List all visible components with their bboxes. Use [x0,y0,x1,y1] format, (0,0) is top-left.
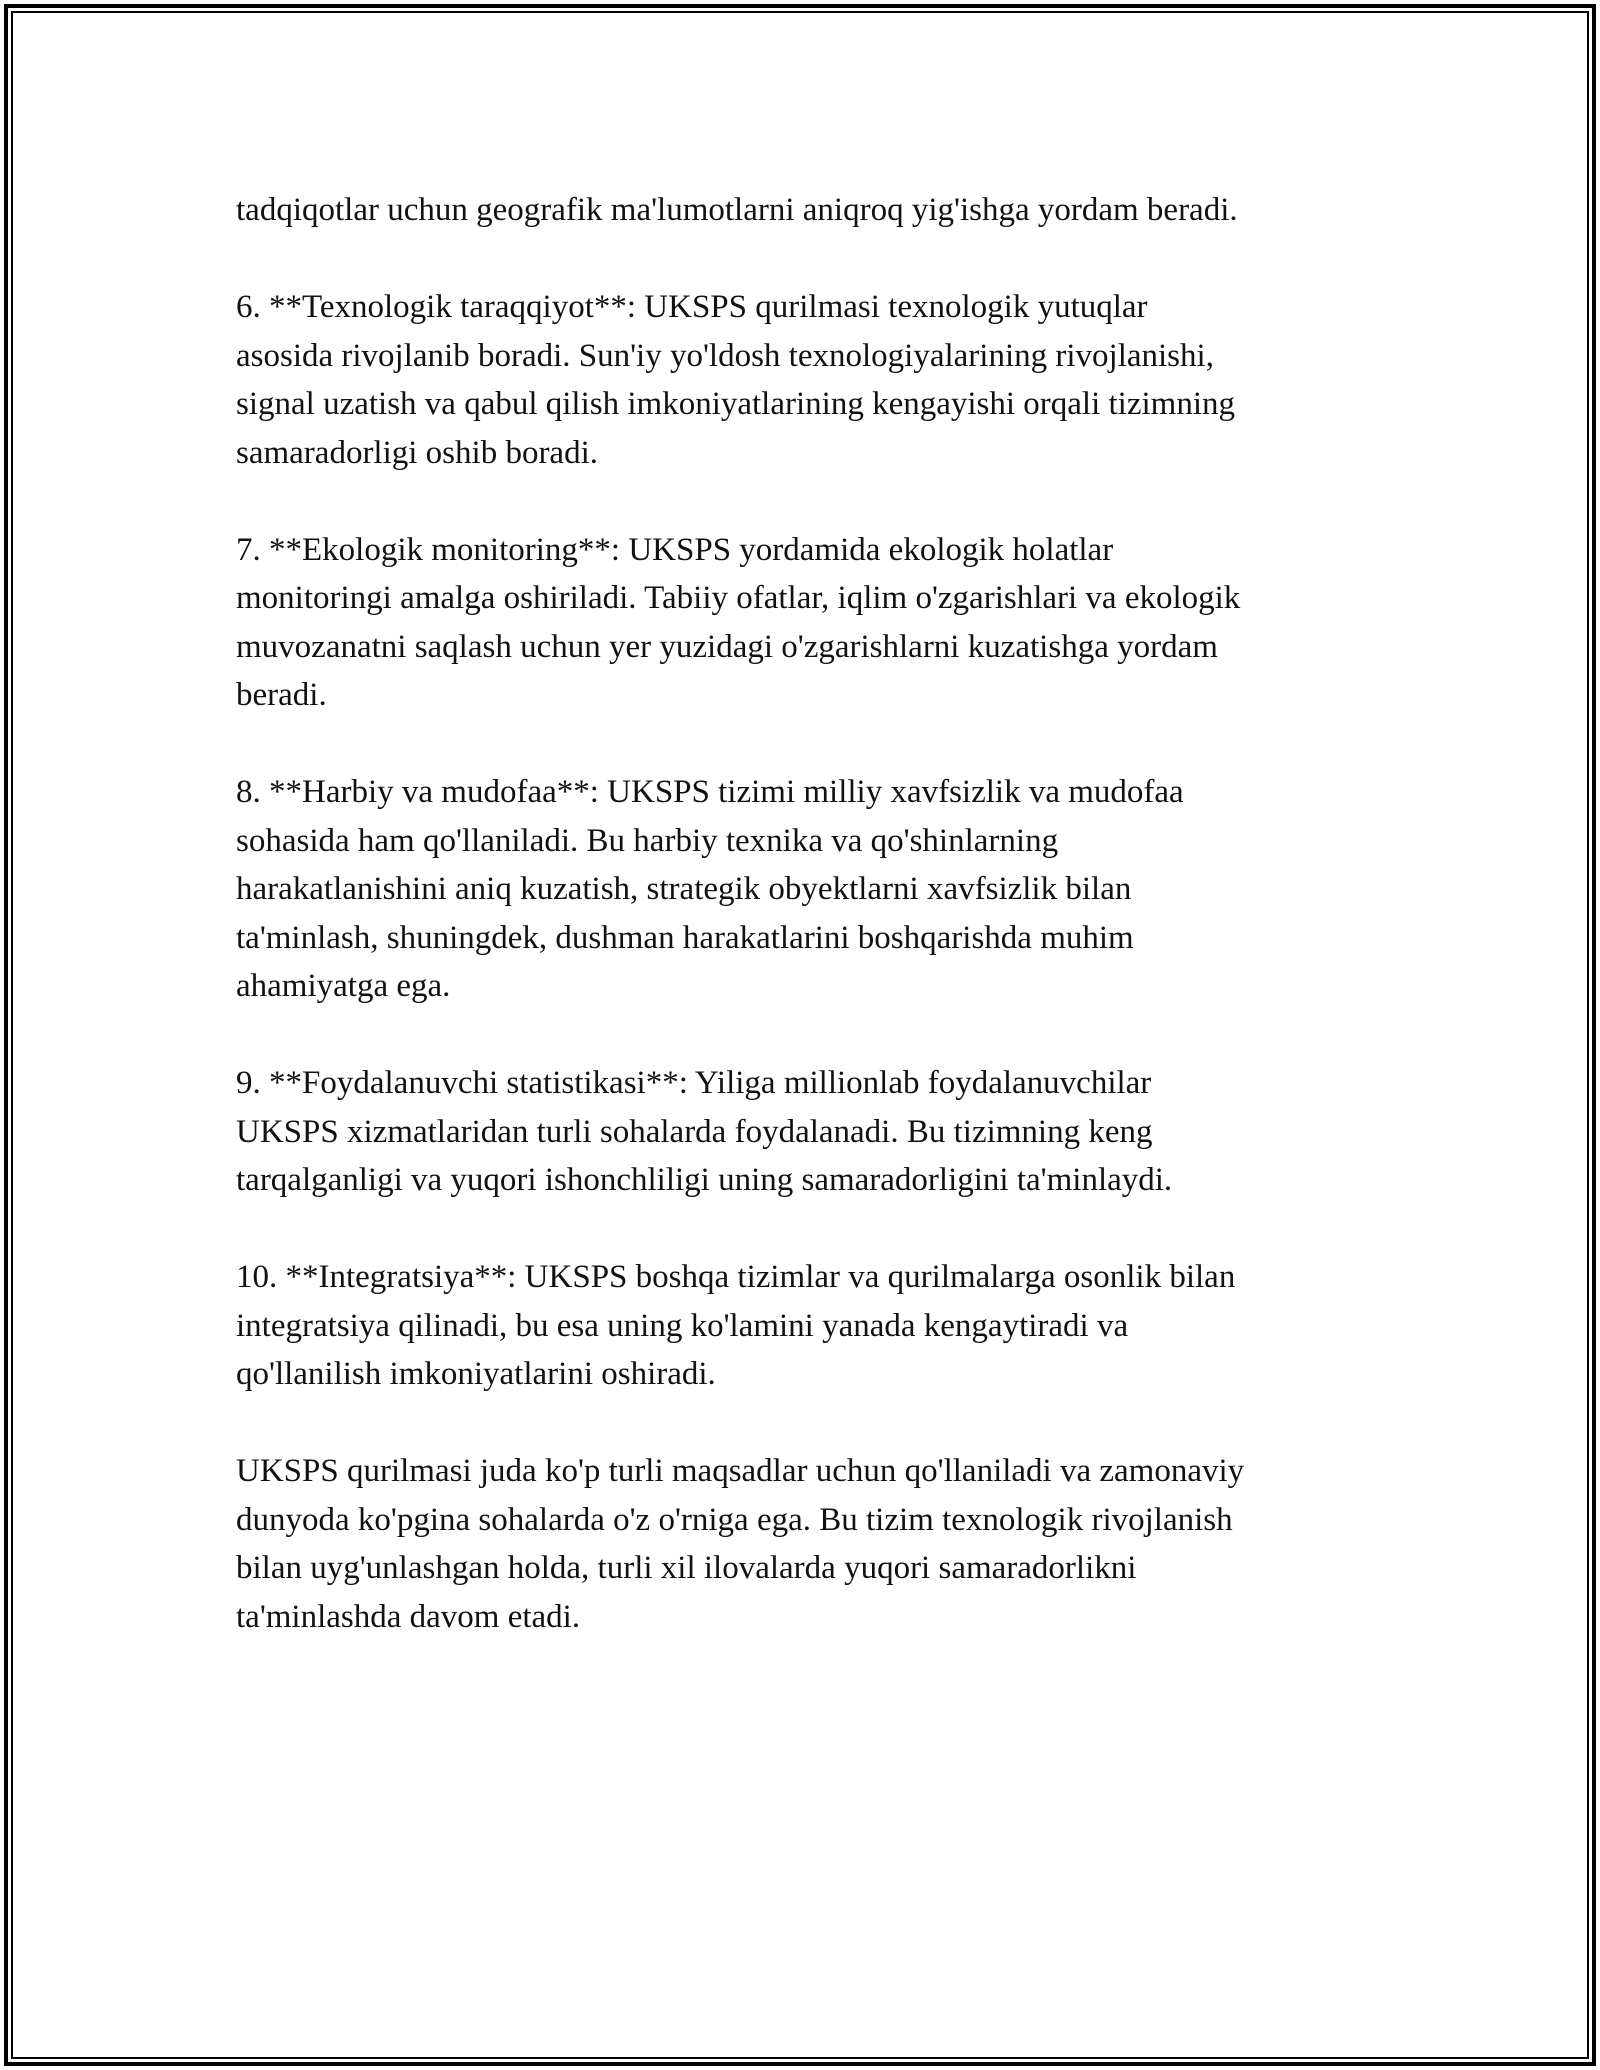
paragraph-item-9-foydalanuvchi-statistikasi: 9. **Foydalanuvchi statistikasi**: Yiliga millionlab foydalanuvchilar UKSPS xizmatlaridan turli sohalarda foydalanadi. Bu tizimning keng tarqalganligi va yuqori ishonchliligi uning samaradorligini ta'minlaydi. [236,1065,1173,1198]
paragraph-item-7-ekologik-monitoring: 7. **Ekologik monitoring**: UKSPS yordamida ekologik holatlar monitoringi amalga oshiriladi. Tabiiy ofatlar, iqlim o'zgarishlari va ekologik muvozanatni saqlash uchun yer yuzidagi o'zgarishlarni kuzatishga yordam beradi. [236,531,1241,713]
paragraph-item-10-integratsiya: 10. **Integratsiya**: UKSPS boshqa tizimlar va qurilmalarga osonlik bilan integratsiya qilinadi, bu esa uning ko'lamini yanada kengaytiradi va qo'llanilish imkoniyatlarini oshiradi. [236,1259,1236,1392]
paragraph-item-8-harbiy-va-mudofaa: 8. **Harbiy va mudofaa**: UKSPS tizimi milliy xavfsizlik va mudofaa sohasida ham qo'llaniladi. Bu harbiy texnika va qo'shinlarning harakatlanishini aniq kuzatish, strategik obyektlarni xavfsizlik bilan ta'minlash, shuningdek, dushman harakatlarini boshqarishda muhim ahamiyatga ega. [236,774,1184,1004]
paragraph-item-6-texnologik-taraqqiyot: 6. **Texnologik taraqqiyot**: UKSPS qurilmasi texnologik yutuqlar asosida rivojlanib boradi. Sun'iy yo'ldosh texnologiyalarining rivojlanishi, signal uzatish va qabul qilish imkoniyatlarining kengayishi orqali tizimning samaradorligi oshib boradi. [236,289,1236,471]
paragraph-conclusion: UKSPS qurilmasi juda ko'p turli maqsadlar uchun qo'llaniladi va zamonaviy dunyoda ko'pgina sohalarda o'z o'rniga ega. Bu tizim texnologik rivojlanish bilan uyg'unlashgan holda, turli xil ilovalarda yuqori samaradorlikni ta'minlashda davom etadi. [236,1453,1245,1635]
paragraph-continuation: tadqiqotlar uchun geografik ma'lumotlarni aniqroq yig'ishga yordam beradi. [236,192,1238,228]
document-body [236,186,1386,1690]
